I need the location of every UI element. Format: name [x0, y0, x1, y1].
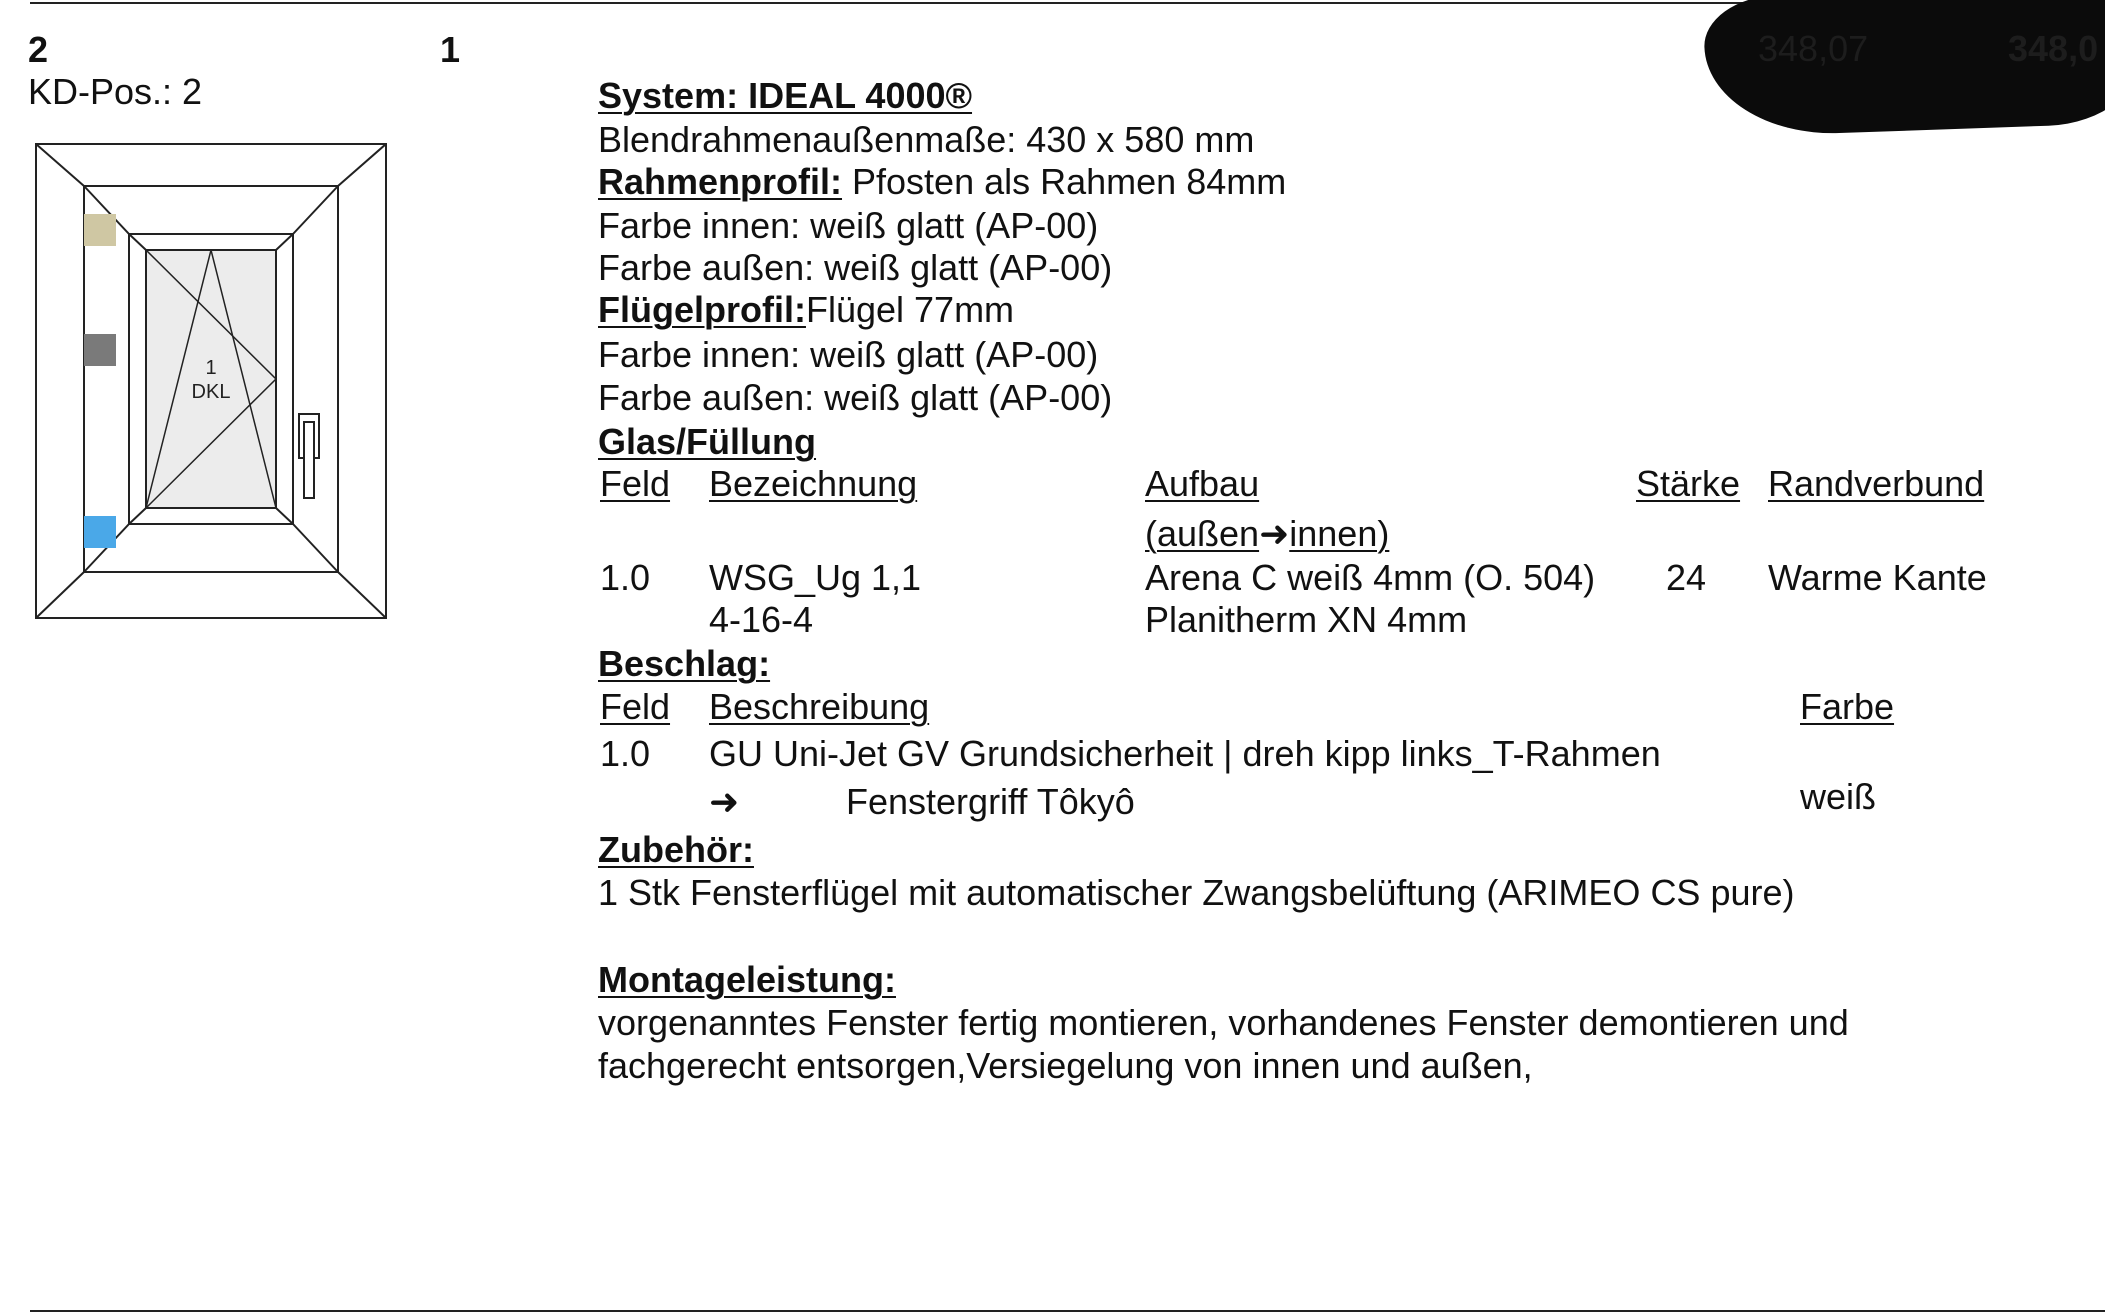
glass-header-feld: Feld	[600, 463, 671, 504]
system-title: System: IDEAL 4000®	[598, 75, 973, 116]
bottom-rule	[30, 1310, 2105, 1312]
glass-header-randverbund: Randverbund	[1768, 463, 1985, 504]
glass-row-staerke: 24	[1666, 557, 1707, 598]
glass-title: Glas/Füllung	[598, 421, 817, 462]
frame-color-inside: Farbe innen: weiß glatt (AP-00)	[598, 205, 1099, 246]
installation-line-1: vorgenanntes Fenster fertig montieren, vorhandenes Fenster demontieren und	[598, 1002, 1849, 1043]
accessories-item: 1 Stk Fensterflügel mit automatischer Zwangsbelüftung (ARIMEO CS pure)	[598, 872, 1795, 913]
unit-price: 348,07	[1758, 28, 1869, 69]
hardware-row-feld: 1.0	[600, 733, 651, 774]
aufbau-inside: innen)	[1289, 513, 1390, 554]
aufbau-outside: (außen	[1145, 513, 1260, 554]
accessories-title: Zubehör:	[598, 829, 754, 870]
installation-title: Montageleistung:	[598, 959, 896, 1000]
frame-profile-value: Pfosten als Rahmen 84mm	[842, 161, 1287, 202]
sash-color-outside: Farbe außen: weiß glatt (AP-00)	[598, 377, 1113, 418]
window-drawing	[34, 142, 390, 622]
frame-color-outside: Farbe außen: weiß glatt (AP-00)	[598, 247, 1113, 288]
swatch-blue	[84, 516, 116, 548]
outer-dimensions: Blendrahmenaußenmaße: 430 x 580 mm	[598, 119, 1255, 160]
glass-row-bezeichnung-2: 4-16-4	[709, 599, 814, 640]
hardware-row-farbe: weiß	[1800, 776, 1877, 817]
glass-header-aufbau-direction	[1145, 512, 1389, 556]
swatch-gray	[84, 334, 116, 366]
frame-profile-label: Rahmenprofil:	[598, 161, 843, 202]
arrow-right-icon: ➜	[709, 781, 740, 822]
glass-header-staerke: Stärke	[1636, 463, 1741, 504]
glass-header-bezeichnung: Bezeichnung	[709, 463, 918, 504]
glass-row-aufbau-2: Planitherm XN 4mm	[1145, 599, 1468, 640]
kd-position: KD-Pos.: 2	[28, 71, 203, 112]
sash-profile	[598, 288, 1014, 332]
installation-line-2: fachgerecht entsorgen,Versiegelung von innen und außen,	[598, 1045, 1533, 1086]
hardware-row-beschreibung: GU Uni-Jet GV Grundsicherheit | dreh kipp links_T-Rahmen	[709, 733, 1661, 774]
glass-header-aufbau: Aufbau	[1145, 463, 1260, 504]
sash-type: DKL	[191, 381, 231, 403]
hardware-title: Beschlag:	[598, 643, 771, 684]
sash-color-inside: Farbe innen: weiß glatt (AP-00)	[598, 334, 1099, 375]
sash-profile-value: Flügel 77mm	[805, 289, 1015, 330]
sash-number: 1	[205, 357, 217, 379]
frame-profile	[598, 160, 1286, 204]
hardware-row-sub: Fenstergriff Tôkyô	[846, 781, 1135, 822]
glass-row-randverbund: Warme Kante	[1768, 557, 1987, 598]
arrow-right-icon: ➜	[1259, 513, 1290, 554]
glass-row-aufbau-1: Arena C weiß 4mm (O. 504)	[1145, 557, 1596, 598]
glass-row-feld: 1.0	[600, 557, 651, 598]
hardware-header-beschreibung: Beschreibung	[709, 686, 930, 727]
sash-profile-label: Flügelprofil:	[598, 289, 806, 330]
swatch-beige	[84, 214, 116, 246]
glass-row-bezeichnung-1: WSG_Ug 1,1	[709, 557, 922, 598]
quantity: 1	[440, 29, 461, 70]
total-price: 348,0	[2008, 28, 2099, 69]
hardware-header-farbe: Farbe	[1800, 686, 1895, 727]
hardware-header-feld: Feld	[600, 686, 671, 727]
position-number: 2	[28, 29, 49, 70]
